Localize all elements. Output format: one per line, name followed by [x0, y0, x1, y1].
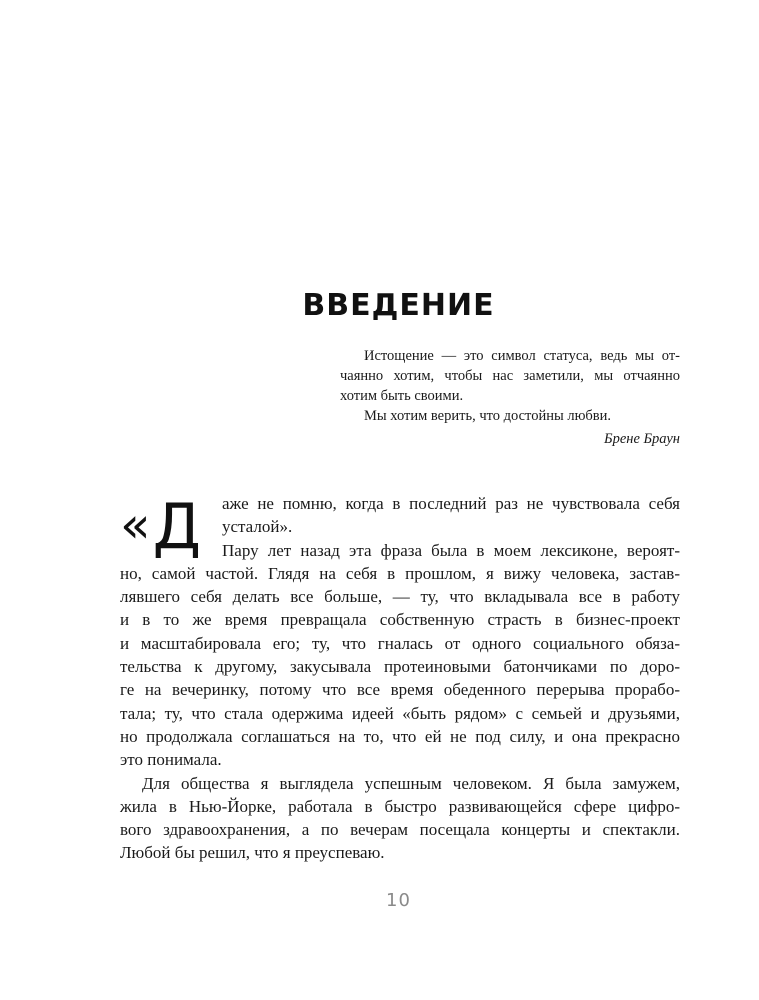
chapter-title: ВВЕДЕНИЕ [302, 288, 495, 324]
body-line: но продолжала соглашаться на то, что ей не под силу, и она прекрасно [120, 726, 680, 746]
body-line: Пару лет назад эта фраза была в моем лексиконе, вероят- [222, 540, 680, 560]
epigraph-text [340, 346, 680, 406]
body-line: это понимала. [120, 750, 222, 770]
body-line: Любой бы решил, что я преуспеваю. [120, 843, 385, 863]
body-line: лявшего себя делать все больше, — ту, что вкладывала все в работу [120, 587, 680, 607]
body-line: ге на вечеринку, потому что все время обеденного перерыва прорабо- [120, 680, 680, 700]
drop-cap [120, 490, 202, 563]
epigraph [340, 346, 680, 449]
body-line: жила в Нью-Йорке, работала в быстро развивающейся сфере цифро- [120, 796, 680, 816]
epigraph-author: Брене Браун [604, 431, 680, 447]
drop-cap-letter: Д [152, 490, 202, 563]
epigraph-line: чаянно хотим, чтобы нас заметили, мы отчаянно [340, 368, 680, 384]
drop-cap-quote: « [120, 496, 151, 554]
body-line: тала; ту, что стала одержима идеей «быть рядом» с семьей и друзьями, [120, 703, 680, 723]
body-line: и в то же время превращала собственную страсть в бизнес-проект [120, 610, 680, 630]
body-line: вого здравоохранения, а по вечерам посещала концерты и спектакли. [120, 820, 680, 840]
body-line: усталой». [222, 517, 293, 537]
body-line: аже не помню, когда в последний раз не чувствовала себя [222, 494, 680, 513]
body-text [120, 492, 680, 865]
epigraph-line: Мы хотим верить, что достойны любви. [364, 408, 612, 424]
body-line: Для общества я выглядела успешным человеком. Я была замужем, [142, 773, 680, 793]
page-number: 10 [386, 890, 411, 911]
epigraph-line: Истощение — это символ статуса, ведь мы от- [364, 348, 680, 364]
epigraph-line: хотим быть своими. [340, 388, 464, 404]
body-line: тельства к другому, закусывала протеиновыми батончиками по доро- [120, 657, 680, 677]
body-line: и масштабировала его; ту, что гналась от одного социального обяза- [120, 633, 680, 653]
body-line: но, самой частой. Глядя на себя в прошлом, я вижу человека, застав- [120, 563, 680, 583]
